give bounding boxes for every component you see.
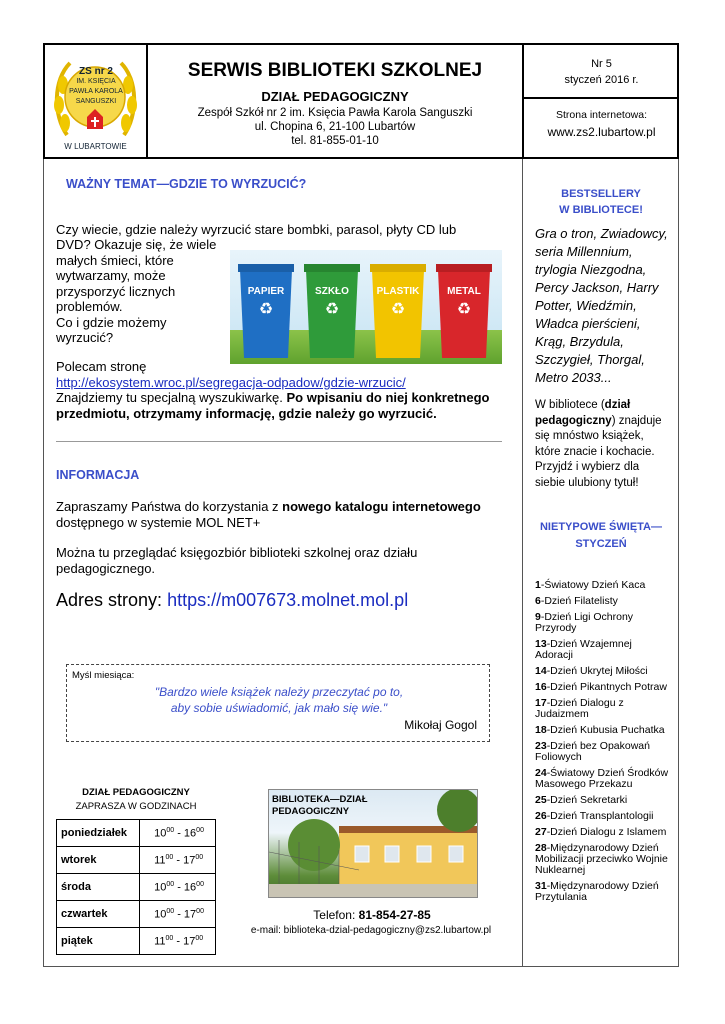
time-cell: $10^{00} - 17^{00}$ (140, 901, 216, 928)
list-item (535, 682, 671, 693)
holiday-day: 6 (535, 595, 541, 607)
hours-subtitle: ZAPRASZA W GODZINACH (75, 801, 197, 812)
hours-title: DZIAŁ PEDAGOGICZNY (82, 787, 190, 798)
issue-number: Nr 5 (591, 58, 612, 70)
holiday-name: -Światowy Dzień Środków Masowego Przekazu (535, 767, 669, 790)
text-line: wytwarzamy, może (56, 268, 166, 283)
text-line: wyrzucić? (56, 330, 114, 345)
recycling-bins-image (230, 250, 502, 364)
holiday-name: -Światowy Dzień Kaca (540, 579, 646, 591)
day-cell: piątek (57, 928, 140, 955)
list-item (535, 741, 671, 763)
page-title: SERWIS BIBLIOTEKI SZKOLNEJ (187, 60, 483, 81)
list-item (535, 612, 671, 634)
bin-label: METAL (447, 286, 481, 297)
heading-line: W BIBLIOTECE! (559, 204, 643, 216)
quote-box (66, 664, 490, 742)
holiday-name: -Międzynarodowy Dzień Mobilizacji przeciwko Wojnie Nuklearnej (535, 842, 668, 876)
holiday-name: -Dzień Dialogu z Islamem (546, 826, 667, 838)
invite-text: W bibliotece ( (535, 399, 605, 411)
logo-text (69, 67, 123, 107)
text-line: DVD? Okazuje się, że wiele (56, 237, 217, 252)
holiday-day: 24 (535, 767, 547, 779)
holiday-name: -Dzień Kubusia Puchatka (546, 724, 665, 736)
logo-line: SANGUSZKI (75, 98, 117, 105)
library-invite (535, 398, 669, 491)
table-row (57, 901, 216, 928)
info-paragraph-2: Można tu przeglądać księgozbiór biblioteki szkolnej oraz działu pedagogicznego. (56, 545, 418, 576)
phone-number: 81-854-27-85 (358, 908, 431, 922)
page-subtitle: DZIAŁ PEDAGOGICZNY (261, 89, 409, 104)
holiday-name: -Dzień Wzajemnej Adoracji (535, 638, 632, 661)
contact-email[interactable]: e-mail: biblioteka-dzial-pedagogiczny@zs2.lubartow.pl (250, 925, 492, 936)
school-address: ul. Chopina 6, 21-100 Lubartów (254, 121, 416, 133)
catalog-address (56, 590, 408, 611)
holiday-name: -Dzień Dialogu z Judaizmem (535, 697, 624, 720)
list-item (535, 795, 671, 806)
svg-text:♻: ♻ (324, 301, 340, 318)
time-cell: $11^{00} - 17^{00}$ (140, 847, 216, 874)
heading-line: NIETYPOWE ŚWIĘTA— (539, 521, 663, 533)
list-item (535, 827, 671, 838)
library-photo (268, 789, 478, 898)
day-cell: wtorek (57, 847, 140, 874)
bin-label: PLASTIK (376, 286, 420, 297)
quote-line: aby sobie uświadomić, jak mało się wie." (170, 701, 388, 715)
logo-line: ZS nr 2 (79, 66, 113, 77)
table-row (57, 874, 216, 901)
holiday-name: -Międzynarodowy Dzień Przytulania (535, 880, 659, 903)
info-text: dostępnego w systemie MOL NET+ (56, 515, 261, 530)
text-line: Co i gdzie możemy (56, 314, 167, 330)
time-cell: $10^{00} - 16^{00}$ (140, 820, 216, 847)
website-label: Strona internetowa: (555, 109, 648, 121)
list-item (535, 881, 671, 903)
list-item (535, 811, 671, 822)
holiday-day: 16 (535, 681, 547, 693)
holiday-day: 23 (535, 740, 547, 752)
holiday-day: 17 (535, 697, 547, 709)
bin-label: PAPIER (247, 286, 285, 297)
article-heading: WAŻNY TEMAT—GDZIE TO WYRZUCIĆ? (66, 177, 307, 191)
holiday-day: 25 (535, 794, 547, 806)
holiday-day: 14 (535, 665, 547, 677)
holiday-name: -Dzień Pikantnych Potraw (546, 681, 667, 693)
holiday-day: 27 (535, 826, 547, 838)
bestsellers-list: Gra o tron, Zwiadowcy, seria Millennium, trylogia Niezgodna, Percy Jackson, Harry Potter, Wiedźmin, Władca pierścieni, Krąg, Brzydula, Szczygieł, Thorgal, Metro 2033... (535, 226, 668, 385)
invite-bold: dział pedagogiczny (535, 399, 631, 427)
hours-table (56, 819, 216, 955)
list-item (535, 666, 671, 677)
issue-date: styczeń 2016 r. (564, 74, 639, 86)
heading-line: STYCZEŃ (575, 538, 627, 550)
list-item (535, 580, 671, 591)
address-label: Adres strony: (56, 590, 163, 610)
svg-text:♻: ♻ (456, 301, 472, 318)
website-link[interactable]: www.zs2.lubartow.pl (547, 125, 656, 139)
holiday-day: 9 (535, 611, 541, 623)
quote-author: Mikołaj Gogol (404, 718, 477, 732)
holiday-name: -Dzień Transplantologii (546, 810, 654, 822)
list-item (535, 698, 671, 720)
holiday-name: -Dzień Sekretarki (546, 794, 628, 806)
search-bold-text: Po wpisaniu do niej konkretnego przedmiotu, otrzymamy informację, gdzie należy go wyrzucić. (56, 390, 490, 421)
ekosystem-link[interactable]: http://ekosystem.wroc.pl/segregacja-odpadow/gdzie-wrzucic/ (56, 375, 406, 390)
day-cell: czwartek (57, 901, 140, 928)
section-divider (56, 441, 502, 442)
svg-text:♻: ♻ (390, 301, 406, 318)
info-bold-text: nowego katalogu internetowego (282, 499, 481, 514)
list-item (535, 768, 671, 790)
recommend-text: Polecam stronę (56, 359, 147, 374)
holiday-day: 28 (535, 842, 547, 854)
time-cell: $11^{00} - 17^{00}$ (140, 928, 216, 955)
bin-label: SZKŁO (315, 286, 349, 297)
photo-caption: BIBLIOTEKA—DZIAŁ PEDAGOGICZNY (272, 794, 368, 817)
list-item (535, 639, 671, 661)
logo-line: PAWŁA KAROLA (69, 88, 123, 95)
heading-line: BESTSELLERY (561, 188, 641, 200)
logo-line: W LUBARTOWIE (64, 142, 127, 151)
holiday-name: -Dzień Ligi Ochrony Przyrody (535, 611, 634, 634)
list-item (535, 596, 671, 607)
list-item (535, 843, 671, 876)
search-paragraph (56, 390, 508, 422)
holiday-name: -Dzień Ukrytej Miłości (546, 665, 648, 677)
text-line: problemów. (56, 299, 123, 314)
table-row (57, 928, 216, 955)
bestsellers-heading (526, 186, 676, 218)
holiday-name: -Dzień bez Opakowań Foliowych (535, 740, 650, 763)
phone-label: Telefon: (313, 908, 356, 922)
holiday-name: -Dzień Filatelisty (540, 595, 618, 607)
contact-phone (240, 908, 504, 922)
quote-line: "Bardzo wiele książek należy przeczytać po to, (154, 685, 404, 699)
day-cell: środa (57, 874, 140, 901)
divider (524, 97, 677, 99)
quote-label: Myśl miesiąca: (72, 670, 135, 681)
logo-line: IM. KSIĘCIA (76, 78, 116, 85)
text-line: przysporzyć licznych (56, 283, 176, 299)
search-text: Znajdziemy tu specjalną wyszukiwarkę. (56, 390, 283, 405)
info-heading: INFORMACJA (56, 468, 140, 482)
article-paragraph: Czy wiecie, gdzie należy wyrzucić stare bombki, parasol, płyty CD lub (56, 222, 457, 237)
holidays-list (535, 580, 671, 908)
info-text: Zapraszamy Państwa do korzystania z (56, 499, 279, 514)
table-row (57, 847, 216, 874)
svg-text:♻: ♻ (258, 301, 274, 318)
day-cell: poniedziałek (57, 820, 140, 847)
holiday-day: 13 (535, 638, 547, 650)
holidays-heading (526, 519, 676, 553)
time-cell: $10^{00} - 16^{00}$ (140, 874, 216, 901)
invite-text: ) znajduje się mnóstwo książek, które znacie i kochacie. Przyjdź i wybierz dla siebie ulubiony tytuł! (535, 414, 662, 489)
school-name: Zespół Szkół nr 2 im. Księcia Pawła Karola Sanguszki (197, 107, 473, 119)
holiday-day: 31 (535, 880, 547, 892)
table-row (57, 820, 216, 847)
article-paragraph-wrap (56, 237, 216, 346)
list-item (535, 725, 671, 736)
info-paragraph (56, 499, 508, 531)
holiday-day: 18 (535, 724, 547, 736)
holiday-day: 26 (535, 810, 547, 822)
logo-cell (45, 45, 148, 157)
title-cell (148, 45, 522, 157)
text-line: małych śmieci, które (56, 252, 174, 268)
catalog-url[interactable]: https://m007673.molnet.mol.pl (167, 590, 409, 610)
holiday-day: 1 (535, 579, 541, 591)
column-divider (522, 159, 523, 967)
school-phone: tel. 81-855-01-10 (291, 135, 379, 147)
issue-cell (522, 45, 679, 157)
